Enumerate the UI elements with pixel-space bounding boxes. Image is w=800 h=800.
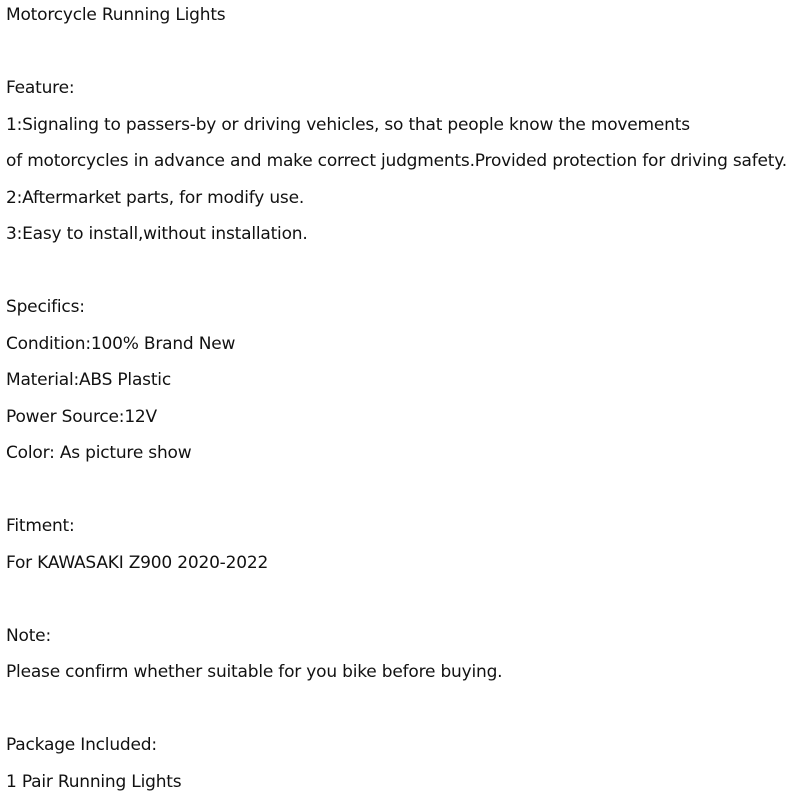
note-heading: Note: (6, 625, 51, 646)
specifics-heading: Specifics: (6, 297, 85, 317)
specifics-condition: Condition:100% Brand New (6, 333, 236, 354)
blank-line (6, 472, 796, 509)
feature-heading: Feature: (6, 78, 75, 98)
fitment-heading: Fitment: (6, 516, 75, 536)
package-line: 1 Pair Running Lights (6, 771, 182, 792)
feature-line: 3:Easy to install,without installation. (6, 224, 308, 244)
specifics-material: Material:ABS Plastic (6, 370, 171, 390)
blank-line (6, 691, 796, 728)
feature-line: 1:Signaling to passers-by or driving vehicles, so that people know the movements (6, 114, 690, 135)
feature-line: of motorcycles in advance and make correct judgments.Provided protection for driving safety. (6, 151, 787, 171)
note-line: Please confirm whether suitable for you bike before buying. (6, 662, 503, 682)
document-title: Motorcycle Running Lights (6, 5, 226, 25)
specifics-color: Color: As picture show (6, 443, 192, 463)
fitment-line: For KAWASAKI Z900 2020-2022 (6, 552, 269, 573)
package-heading: Package Included: (6, 735, 157, 755)
product-description (6, 0, 796, 800)
specifics-power-source: Power Source:12V (6, 406, 157, 427)
blank-line (6, 253, 796, 290)
blank-line (6, 581, 796, 618)
blank-line (6, 34, 796, 71)
feature-line: 2:Aftermarket parts, for modify use. (6, 187, 305, 208)
